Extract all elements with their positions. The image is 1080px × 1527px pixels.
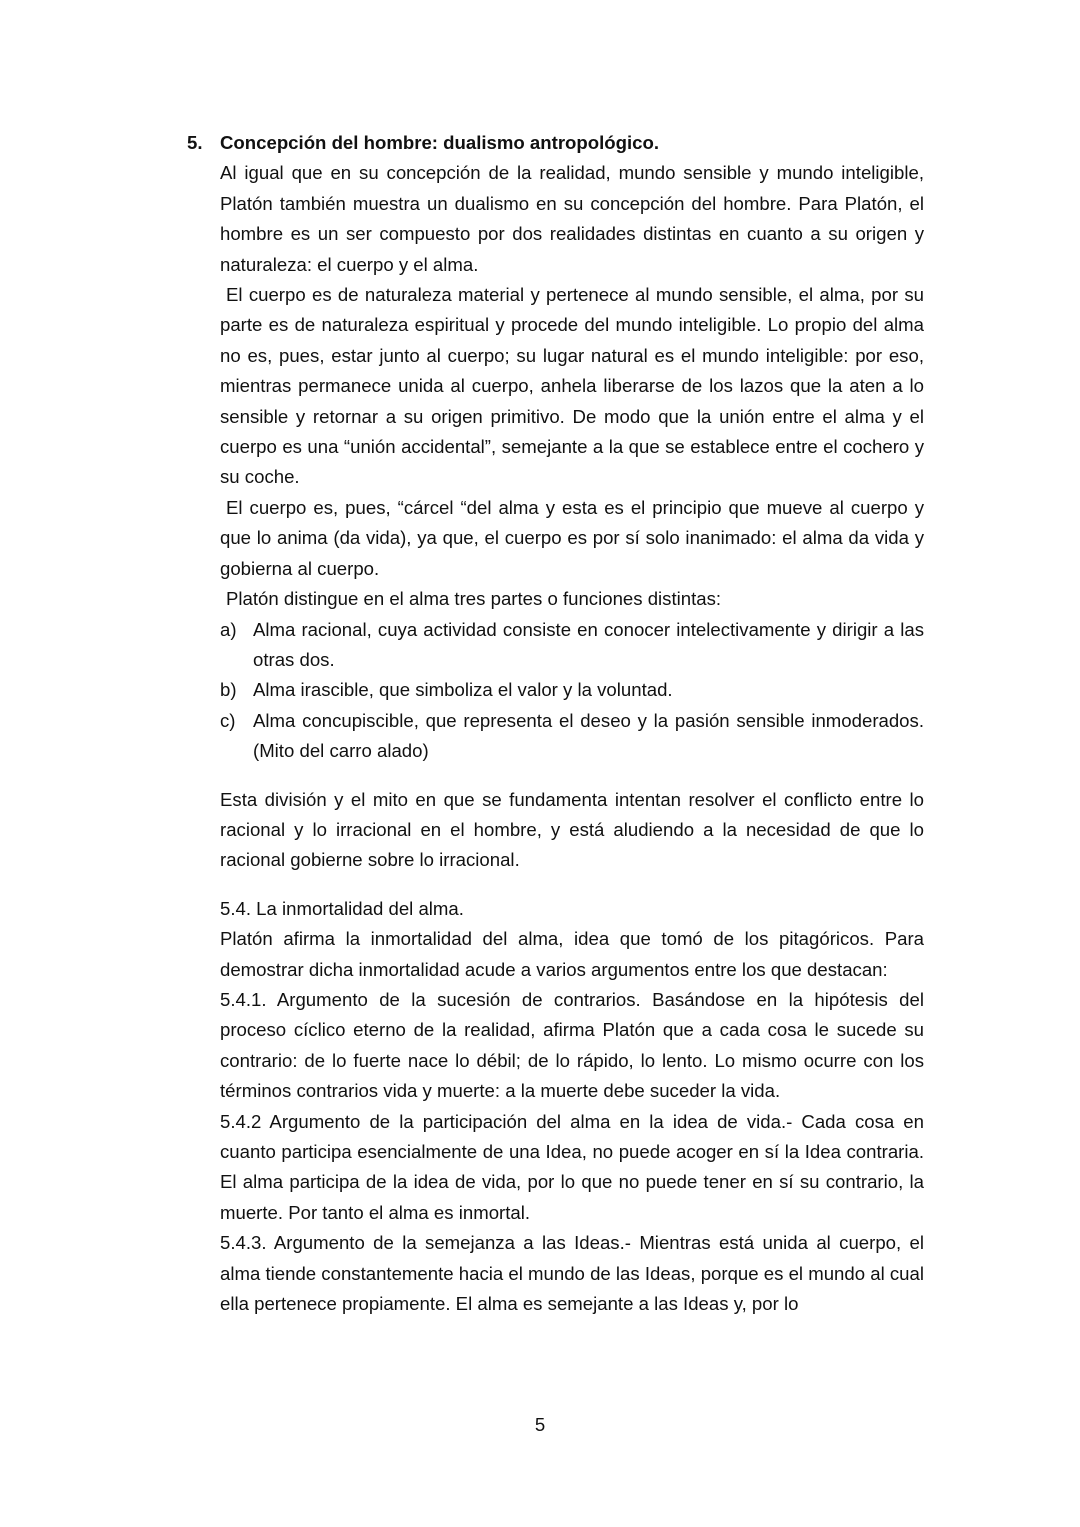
paragraph-argumento-semejanza: 5.4.3. Argumento de la semejanza a las Ideas.- Mientras está unida al cuerpo, el alma tiende constantemente hacia el mundo de las Ideas, porque es el mundo al cual ella pertenece propiamente. El alma es semejante a las Ideas y, por lo [220, 1232, 924, 1315]
list-item [220, 706, 924, 767]
page-number: 5 [534, 1414, 546, 1435]
paragraph-partes-alma: Platón distingue en el alma tres partes o funciones distintas: [226, 588, 722, 610]
section-number: 5. [187, 132, 203, 153]
list-text: Alma racional, cuya actividad consiste en conocer intelectivamente y dirigir a las otras dos. [253, 618, 924, 670]
paragraph-argumento-participacion: 5.4.2 Argumento de la participación del alma en la idea de vida.- Cada cosa en cuanto participa esencialmente de una Idea, no puede acoger en sí la Idea contraria. El alma participa de la idea de vida, por lo que no puede tener en sí su contrario, la muerte. Por tanto el alma es inmortal. [220, 1110, 924, 1223]
list-marker: a) [220, 618, 237, 640]
list-text: Alma irascible, que simboliza el valor y la voluntad. [253, 679, 673, 701]
section-title: Concepción del hombre: dualismo antropológico. [220, 132, 660, 153]
paragraph-dualismo: Al igual que en su concepción de la realidad, mundo sensible y mundo inteligible, Platón también muestra un dualismo en su concepción del hombre. Para Platón, el hombre es un ser compuesto por dos realidades distintas en cuanto a su origen y naturaleza: el cuerpo y el alma. [220, 162, 924, 275]
list-item [220, 615, 924, 676]
soul-parts-list [220, 615, 924, 767]
paragraph-carcel: El cuerpo es, pues, “cárcel “del alma y esta es el principio que mueve al cuerpo y que lo anima (da vida), ya que, el cuerpo es por sí solo inanimado: el alma da vida y gobierna al cuerpo. [220, 496, 924, 579]
paragraph-inmortalidad: Platón afirma la inmortalidad del alma, idea que tomó de los pitagóricos. Para demostrar dicha inmortalidad acude a varios argumentos entre los que destacan: [220, 928, 924, 980]
page-content [187, 128, 924, 1319]
paragraph-conflicto: Esta división y el mito en que se fundamenta intentan resolver el conflicto entre lo racional y lo irracional en el hombre, y está aludiendo a la necesidad de que lo racional gobierne sobre lo irracional. [220, 788, 924, 871]
paragraph-argumento-contrarios: 5.4.1. Argumento de la sucesión de contrarios. Basándose en la hipótesis del proceso cíclico eterno de la realidad, afirma Platón que a cada cosa le sucede su contrario: de lo fuerte nace lo débil; de lo rápido, lo lento. Lo mismo ocurre con los términos contrarios vida y muerte: a la muerte debe suceder la vida. [220, 988, 924, 1102]
subsection-title: 5.4. La inmortalidad del alma. [220, 897, 464, 919]
list-marker: b) [220, 679, 237, 701]
paragraph-cuerpo-alma: El cuerpo es de naturaleza material y pertenece al mundo sensible, el alma, por su parte es de naturaleza espiritual y procede del mundo inteligible. Lo propio del alma no es, pues, estar junto al cuerpo; su lugar natural es el mundo inteligible: por eso, mientras permanece unida al cuerpo, anhela liberarse de los lazos que la aten a lo sensible y retornar a su origen primitivo. De modo que la unión entre el alma y el cuerpo es una “unión accidental”, semejante a la que se establece entre el cochero y su coche. [220, 284, 924, 488]
list-text: Alma concupiscible, que representa el deseo y la pasión sensible inmoderados. (Mito del carro alado) [253, 709, 924, 762]
section-heading [187, 128, 924, 158]
list-marker: c) [220, 709, 236, 731]
list-item [220, 675, 924, 705]
